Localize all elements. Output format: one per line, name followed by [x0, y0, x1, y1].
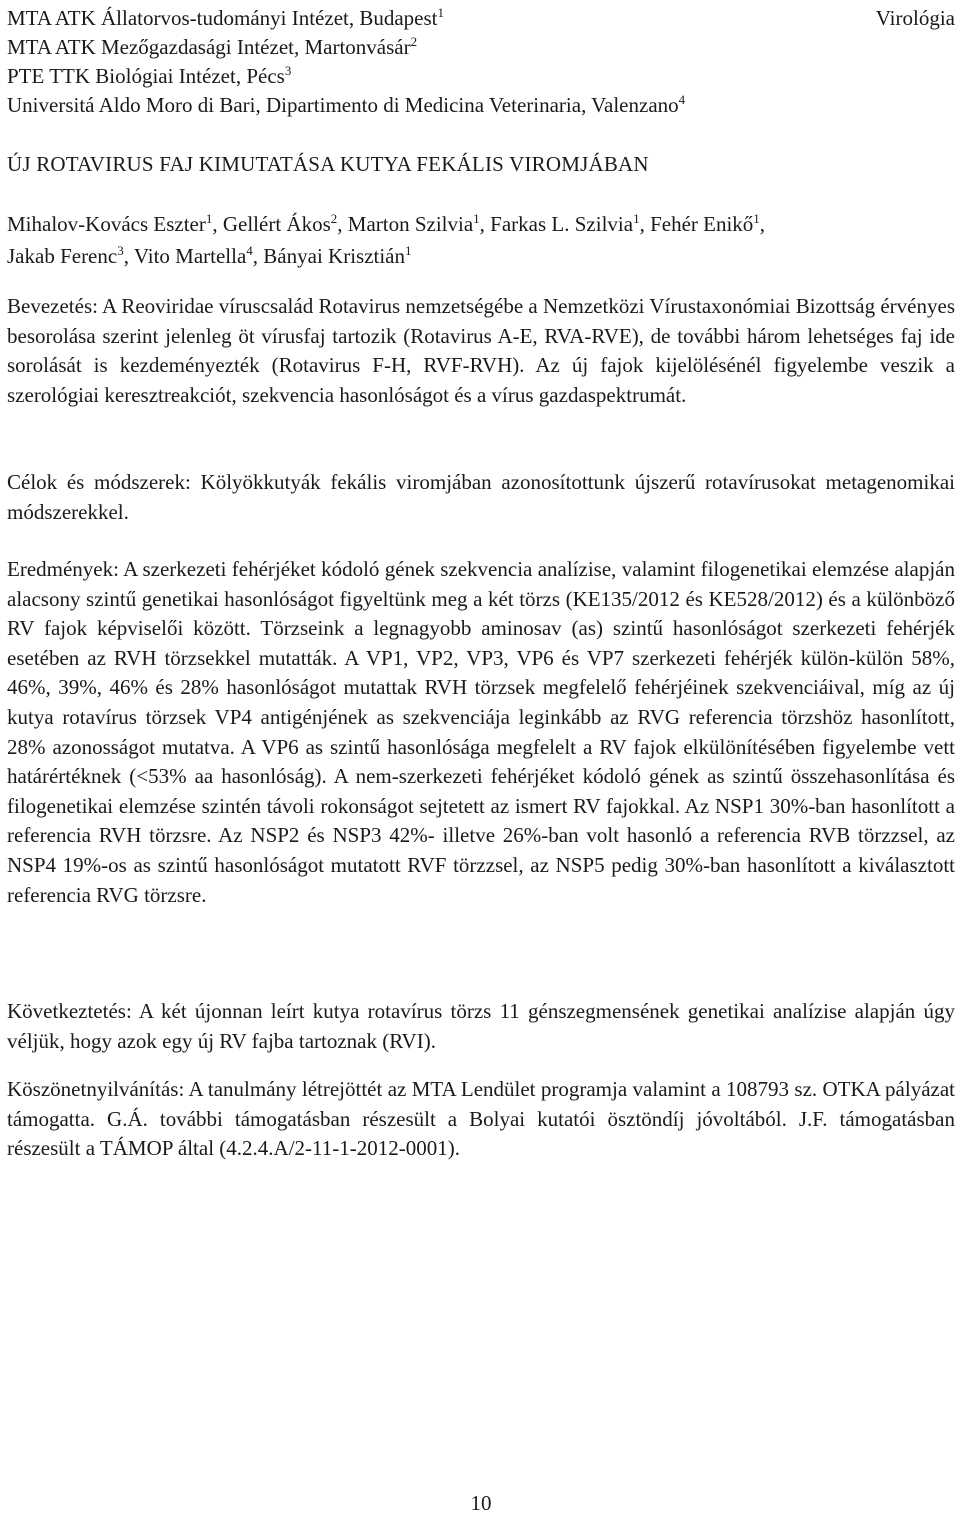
author: Vito Martella$^4$, — [133, 243, 264, 268]
author: Farkas L. Szilvia$^1$, — [490, 211, 651, 236]
article-title: ÚJ ROTAVIRUS FAJ KIMUTATÁSA KUTYA FEKÁLIS VIROMJÁBAN — [7, 152, 649, 176]
author: Fehér Enikő$^1$, — [650, 211, 766, 236]
paragraph-introduction: Bevezetés: A Reoviridae víruscsalád Rotavirus nemzetségébe a Nemzetközi Vírustaxonómiai Bizottság érvényes besorolása szerint jelenleg öt vírusfaj tartozik (Rotavirus A-E, RVA-RVE), de további három lehetséges faj ide sorolását is kezdeményezték (Rotavirus F-H, RVF-RVH). Az új fajok kijelölésénél figyelembe veszik a szerológiai keresztreakciót, szekvencia hasonlóságot és a vírus gazdaspektrumát. — [7, 294, 955, 407]
affiliation-3: PTE TTK Biológiai Intézet, Pécs$^3$ — [7, 63, 292, 88]
paragraph-conclusion: Következtetés: A két újonnan leírt kutya rotavírus törzs 11 génszegmensének genetikai analízise alapján úgy véljük, hogy azok egy új RV fajba tartoznak (RVI). — [7, 999, 955, 1053]
author: Gellért Ákos$^2$, — [222, 211, 348, 236]
page-number: 10 — [470, 1491, 492, 1515]
author-list — [7, 208, 955, 272]
author: Jakab Ferenc$^3$, — [7, 243, 134, 268]
affiliation-4: Universitá Aldo Moro di Bari, Dipartimento di Medicina Veterinaria, Valenzano$^4$ — [7, 92, 686, 117]
paragraph-acknowledgements: Köszönetnyilvánítás: A tanulmány létrejöttét az MTA Lendület programja valamint a 108793 sz. OTKA pályázat támogatta. G.Á. további támogatásban részesült a Bolyai kutatói ösztöndíj jóvoltából. J.F. támogatásban részesült a TÁMOP által (4.2.4.A/2-11-1-2012-0001). — [7, 1077, 955, 1161]
author: Bányai Krisztián$^1$ — [263, 243, 412, 268]
affiliation-1: MTA ATK Állatorvos-tudományi Intézet, Budapest$^1$ — [7, 5, 444, 30]
paragraph-aims-methods: Célok és módszerek: Kölyökkutyák fekális viromjában azonosítottunk újszerű rotavírusokat metagenomikai módszerekkel. — [7, 470, 955, 524]
author: Marton Szilvia$^1$, — [347, 211, 491, 236]
paragraph-results: Eredmények: A szerkezeti fehérjéket kódoló gének szekvencia analízise, valamint filogenetikai elemzése alapján alacsony szintű genetikai hasonlóságot figyeltünk meg a két törzs (KE135/2012 és KE528/2012) és a különböző RV fajok képviselői között. Törzseink a legnagyobb aminosav (as) szintű hasonlóságot szerkezeti fehérjék esetében az RVH törzsekkel mutatták. A VP1, VP2, VP3, VP6 és VP7 szerkezeti fehérjék külön-külön 58%, 46%, 39%, 46% és 28% hasonlóságot mutattak RVH törzsek megfelelő fehérjéinek szekvenciáival, míg az új kutya rotavírus törzsek VP4 antigénjének as szekvenciája leginkább az RVG referencia törzshöz hasonlított, 28% azonosságot mutatva. A VP6 as szintű hasonlósága megfelelt a RV fajok elkülönítésében figyelembe vett határértéknek (<53% aa hasonlóság). A nem-szerkezeti fehérjéket kódoló gének as szintű összehasonlítása és filogenetikai elemzése szintén távoli rokonságot sejtetett az ismert RV fajokkal. Az NSP1 30%-ban hasonlított a referencia RVH törzsre. Az NSP2 és NSP3 42%- illetve 26%-ban volt hasonló a referencia RVB törzzsel, az NSP4 19%-os as szintű hasonlóságot mutatott RVF törzzsel, az NSP5 pedig 30%-ban hasonlított a kiválasztott referencia RVG törzsre. — [7, 557, 955, 907]
author: Mihalov-Kovács Eszter$^1$, — [7, 211, 223, 236]
affiliation-2: MTA ATK Mezőgazdasági Intézet, Martonvásár$^2$ — [7, 34, 418, 59]
section-label: Virológia — [875, 6, 955, 30]
